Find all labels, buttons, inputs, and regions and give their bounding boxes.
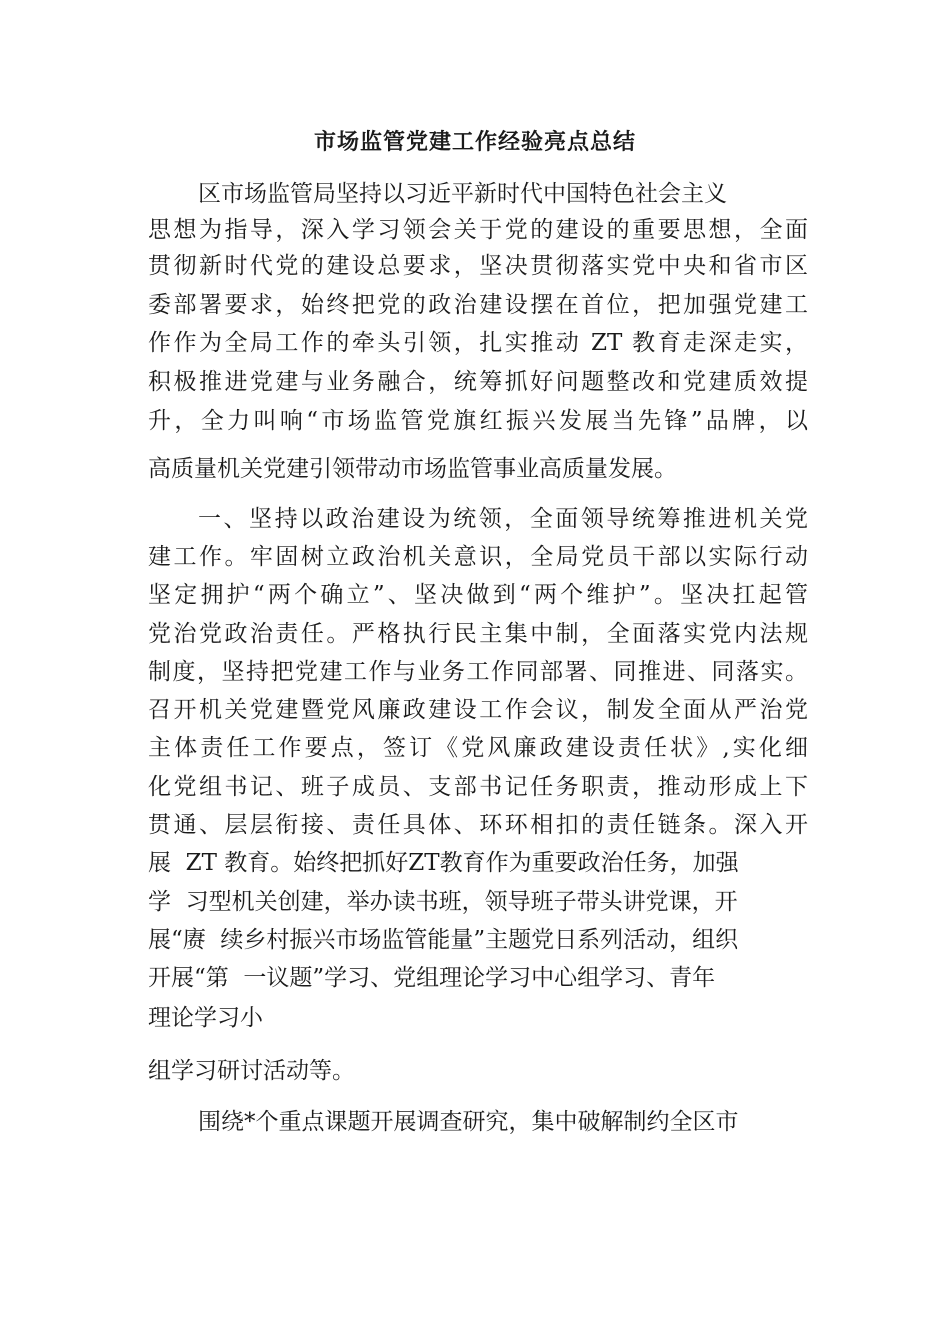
paragraph-line: 思想为指导，深入学习领会关于党的建设的重要思想，全面 <box>148 217 808 243</box>
paragraph-line: 展“赓 续乡村振兴市场监管能量”主题党日系列活动，组织 <box>148 927 739 953</box>
paragraph-line: 主体责任工作要点，签订《党风廉政建设责任状》,实化细 <box>148 735 808 761</box>
paragraph-line: 委部署要求，始终把党的政治建设摆在首位，把加强党建工 <box>148 292 808 318</box>
paragraph-line: 组学习研讨活动等。 <box>148 1058 355 1084</box>
paragraph-line: 展 ZT 教育。始终把抓好ZT教育作为重要政治任务，加强 <box>148 850 739 876</box>
document-title: 市场监管党建工作经验亮点总结 <box>313 129 636 155</box>
paragraph-line: 召开机关党建暨党风廉政建设工作会议，制发全面从严治党 <box>148 697 808 723</box>
paragraph-line: 区市场监管局坚持以习近平新时代中国特色社会主义 <box>198 181 727 207</box>
paragraph-line: 高质量机关党建引领带动市场监管事业高质量发展。 <box>148 456 677 482</box>
paragraph-line: 制度，坚持把党建工作与业务工作同部署、同推进、同落实。 <box>148 659 808 685</box>
paragraph-line: 贯彻新时代党的建设总要求，坚决贯彻落实党中央和省市区 <box>148 253 808 279</box>
paragraph-line: 一、坚持以政治建设为统领，全面领导统筹推进机关党 <box>198 506 808 532</box>
paragraph-line: 升，全力叫响“市场监管党旗红振兴发展当先锋”品牌，以 <box>148 408 808 434</box>
paragraph-line: 贯通、层层衔接、责任具体、环环相扣的责任链条。深入开 <box>148 812 808 838</box>
paragraph-line: 开展“第 一议题”学习、党组理论学习中心组学习、青年 <box>148 965 716 991</box>
paragraph-line: 建工作。牢固树立政治机关意识，全局党员干部以实际行动 <box>148 544 808 570</box>
paragraph-line: 坚定拥护“两个确立”、坚决做到“两个维护”。坚决扛起管 <box>148 582 808 608</box>
paragraph-line: 积极推进党建与业务融合，统筹抓好问题整改和党建质效提 <box>148 369 808 395</box>
paragraph-line: 作作为全局工作的牵头引领，扎实推动 ZT 教育走深走实， <box>148 330 808 356</box>
paragraph-line: 化党组书记、班子成员、支部书记任务职责，推动形成上下 <box>148 774 808 800</box>
paragraph-line: 围绕*个重点课题开展调查研究，集中破解制约全区市 <box>198 1109 739 1135</box>
paragraph-line: 理论学习小 <box>148 1005 263 1031</box>
paragraph-line: 学 习型机关创建，举办读书班，领导班子带头讲党课，开 <box>148 889 738 915</box>
paragraph-line: 党治党政治责任。严格执行民主集中制，全面落实党内法规 <box>148 621 808 647</box>
